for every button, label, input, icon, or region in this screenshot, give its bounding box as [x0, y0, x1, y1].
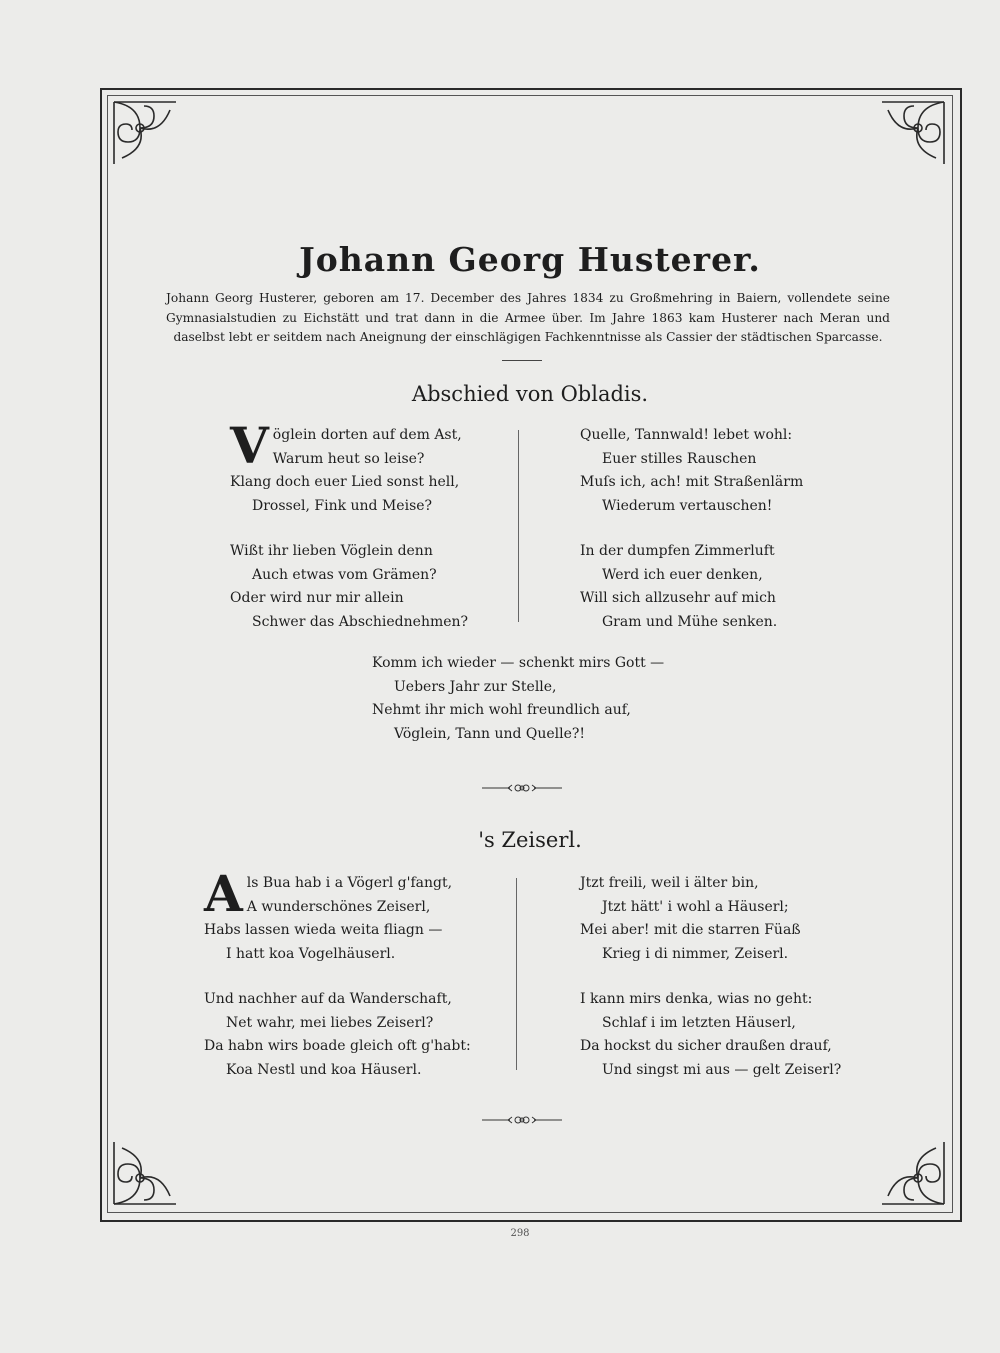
verse-line: Koa Nestl und koa Häuserl.	[226, 1061, 422, 1078]
column-divider	[516, 878, 517, 1070]
verse-line: Gram und Mühe senken.	[602, 613, 778, 630]
verse-line: Jtzt hätt' i wohl a Häuserl;	[602, 898, 789, 915]
poem1-left-column	[230, 416, 469, 634]
verse-line: Werd ich euer denken,	[602, 566, 763, 583]
verse-line: öglein dorten auf dem Ast,	[272, 427, 462, 443]
verse-line: Und nachher auf da Wanderschaft,	[204, 991, 452, 1007]
verse-line: Quelle, Tannwald! lebet wohl:	[580, 427, 793, 443]
verse-line: Mei aber! mit die starren Füaß	[580, 922, 801, 938]
verse-line: I hatt koa Vogelhäuserl.	[226, 945, 396, 962]
verse-line: Wiederum vertauschen!	[602, 497, 773, 514]
corner-ornament-top-left	[110, 98, 180, 168]
author-biography: Johann Georg Husterer, geboren am 17. December des Jahres 1834 zu Großmehring in Baiern, vollendete seine Gymnasialstudien zu Eichstätt und trat dann in die Armee über. Im Jahre 1863 kam Husterer nach Meran und daselbst lebt er seitdem nach Aneignung der einschlägigen Fachkenntnisse als Cassier der städtischen Sparcasse.	[166, 291, 890, 344]
verse-line: In der dumpfen Zimmerluft	[580, 543, 775, 559]
verse-line: Auch etwas vom Grämen?	[252, 566, 437, 583]
verse-line: Nehmt ihr mich wohl freundlich auf,	[372, 702, 631, 718]
section-ornament	[480, 782, 564, 794]
column-divider	[518, 430, 519, 622]
verse-line: ls Bua hab i a Vögerl g'fangt,	[246, 875, 453, 891]
poem1-final-stanza	[372, 652, 664, 746]
verse-line: Schlaf i im letzten Häuserl,	[602, 1014, 796, 1031]
verse-line: Habs lassen wieda weita fliagn —	[204, 922, 443, 938]
corner-ornament-bottom-left	[110, 1138, 180, 1208]
verse-line: A wunderschönes Zeiserl,	[246, 898, 431, 915]
verse-line: Jtzt freili, weil i älter bin,	[580, 875, 759, 891]
verse-line: Net wahr, mei liebes Zeiserl?	[226, 1014, 434, 1031]
verse-line: Da hockst du sicher draußen drauf,	[580, 1038, 832, 1054]
poem1-dropcap: V	[230, 416, 269, 475]
verse-line: Krieg i di nimmer, Zeiserl.	[602, 945, 789, 962]
verse-line: Euer stilles Rauschen	[602, 450, 757, 467]
verse-line: I kann mirs denka, wias no geht:	[580, 991, 813, 1007]
verse-line: Wißt ihr lieben Vöglein denn	[230, 543, 433, 559]
poem2-dropcap: A	[204, 864, 243, 923]
verse-line: Drossel, Fink und Meise?	[252, 497, 433, 514]
verse-line: Und singst mi aus — gelt Zeiserl?	[602, 1061, 842, 1078]
verse-line: Da habn wirs boade gleich oft g'habt:	[204, 1038, 471, 1054]
verse-line: Muſs ich, ach! mit Straßenlärm	[580, 474, 804, 490]
section-ornament	[480, 1114, 564, 1126]
page-number: 298	[510, 1228, 530, 1239]
corner-ornament-top-right	[878, 98, 948, 168]
poem-title-abschied: Abschied von Obladis.	[411, 382, 649, 406]
verse-line: Oder wird nur mir allein	[230, 590, 404, 606]
author-title: Johann Georg Husterer.	[299, 240, 761, 279]
verse-line: Uebers Jahr zur Stelle,	[394, 678, 557, 695]
verse-line: Klang doch euer Lied sonst hell,	[230, 474, 460, 490]
verse-line: Will sich allzusehr auf mich	[580, 590, 776, 606]
verse-line: Vöglein, Tann und Quelle?!	[394, 725, 586, 742]
verse-line: Warum heut so leise?	[272, 450, 425, 467]
poem1-right-column	[580, 424, 803, 634]
verse-line: Komm ich wieder — schenkt mirs Gott —	[372, 655, 665, 671]
section-divider	[502, 360, 542, 361]
poem-title-zeiserl: 's Zeiserl.	[478, 828, 582, 852]
poem2-right-column	[580, 872, 841, 1082]
poem2-left-column	[204, 864, 471, 1082]
corner-ornament-bottom-right	[878, 1138, 948, 1208]
verse-line: Schwer das Abschiednehmen?	[252, 613, 469, 630]
